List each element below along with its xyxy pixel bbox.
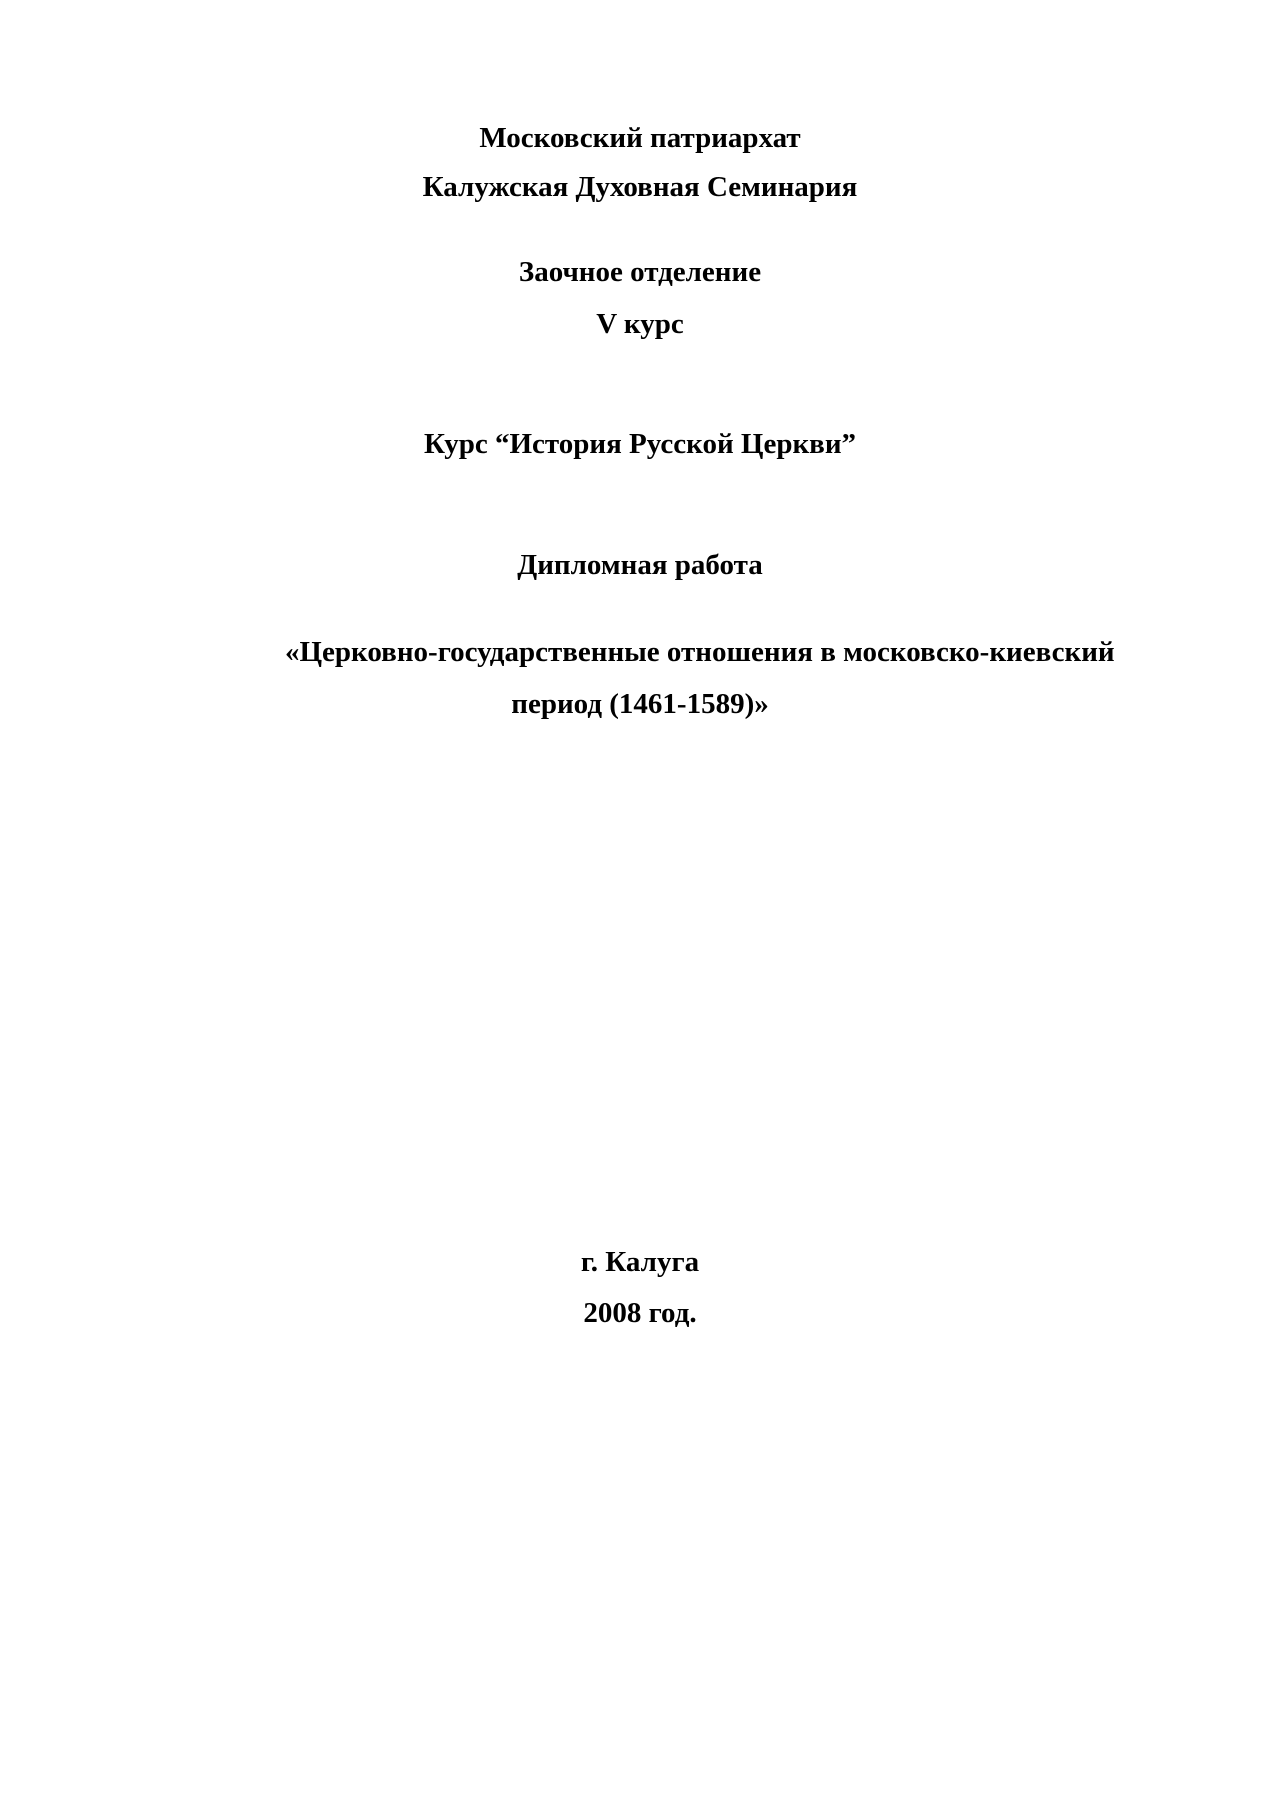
work-type: Дипломная работа xyxy=(517,549,763,581)
seminary-heading: Калужская Духовная Семинария xyxy=(422,171,858,203)
thesis-title-line-2: период (1461-1589)» xyxy=(511,688,769,720)
course-title: Курс “История Русской Церкви” xyxy=(423,428,857,460)
patriarchate-heading: Московский патриархат xyxy=(479,122,801,154)
year: 2008 год. xyxy=(583,1297,697,1329)
course-year: V курс xyxy=(596,308,684,340)
thesis-title-line-1: «Церковно-государственные отношения в московско-киевский xyxy=(285,636,1115,668)
city: г. Калуга xyxy=(580,1246,700,1278)
department-name: Заочное отделение xyxy=(518,256,762,288)
